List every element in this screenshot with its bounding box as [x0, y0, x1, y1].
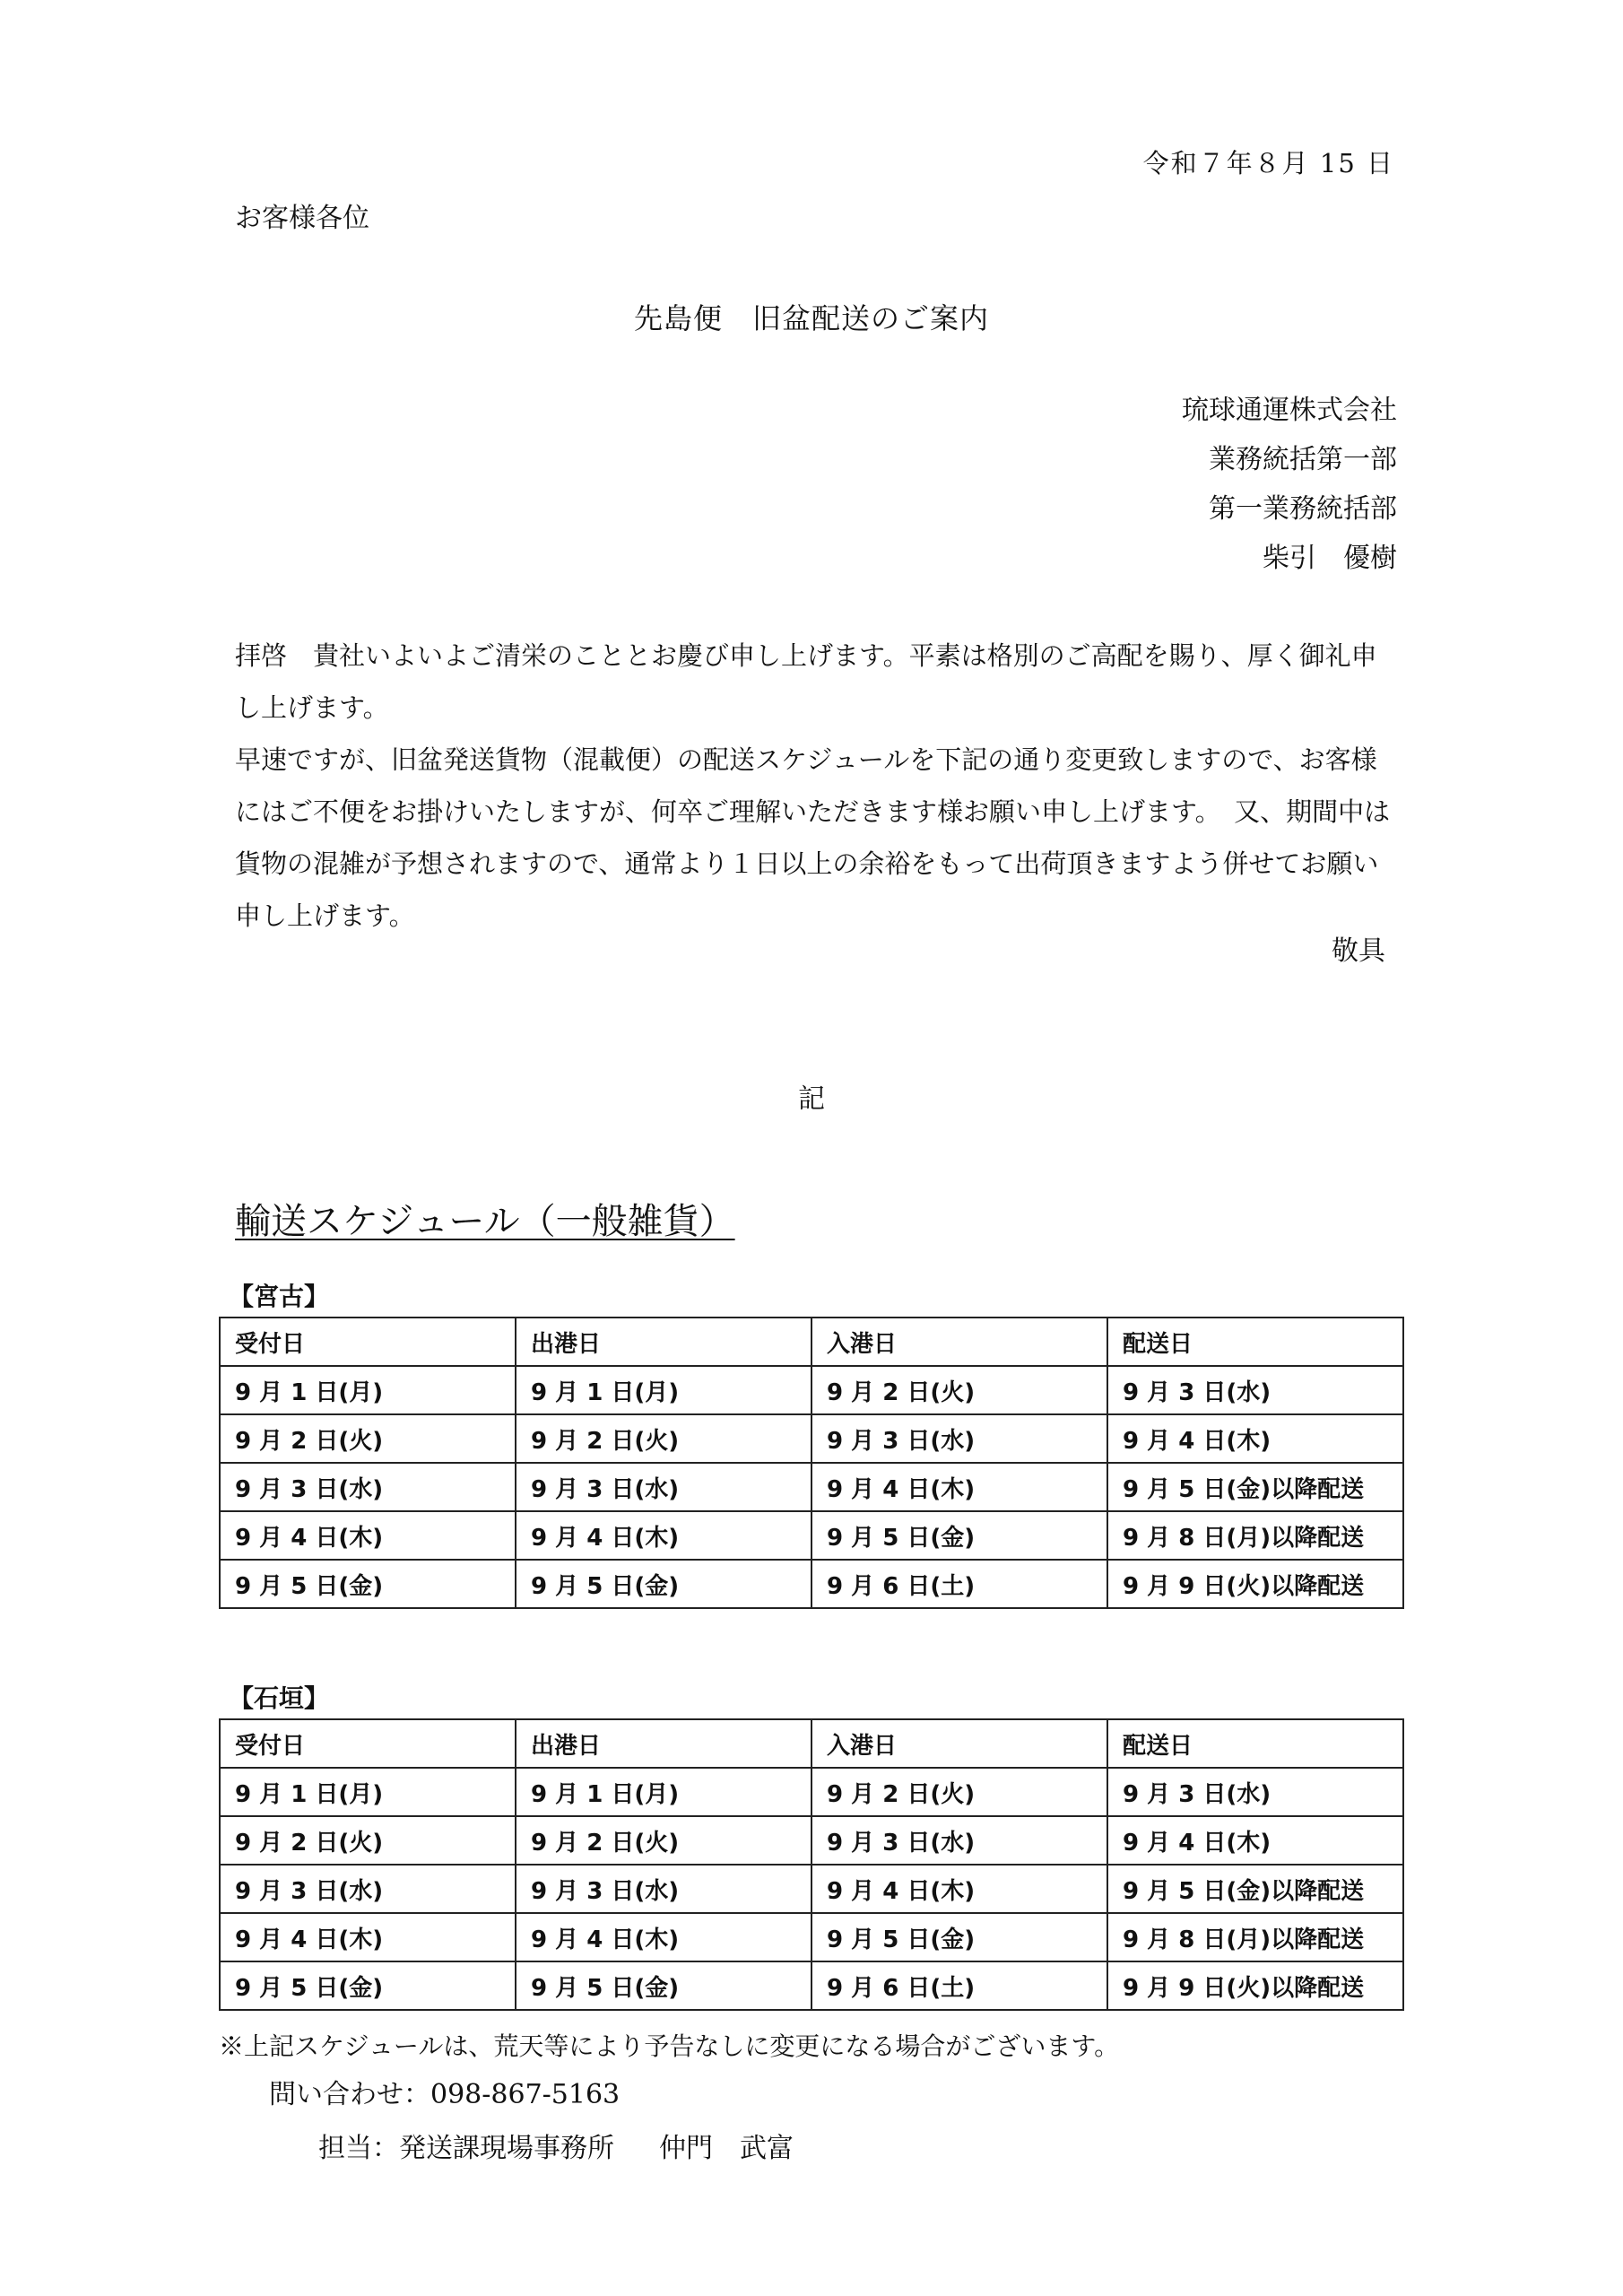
table-cell: 9 月 4 日(木) — [220, 1913, 516, 1961]
table-cell: 9 月 5 日(金)以降配送 — [1107, 1865, 1403, 1913]
table-row — [220, 1366, 1403, 1414]
header-cell: 受付日 — [220, 1719, 516, 1768]
body-paragraph-1: 拝啓 貴社いよいよご清栄のこととお慶び申し上げます。平素は格別のご高配を賜り、厚く御礼申し上げます。 — [235, 640, 1377, 723]
person-label: 担当：発送課現場事務所 — [318, 2133, 614, 2164]
table-cell: 9 月 3 日(水) — [812, 1816, 1107, 1865]
closing: 敬具 — [1332, 935, 1385, 967]
document-title: 先島便 旧盆配送のご案内 — [633, 301, 989, 335]
table-cell: 9 月 5 日(金) — [220, 1961, 516, 2010]
table-cell: 9 月 5 日(金) — [516, 1560, 812, 1608]
letter-date: 令和７年８月 15 日 — [1142, 148, 1394, 178]
table-cell: 9 月 4 日(木) — [516, 1913, 812, 1961]
person-name: 仲門 武富 — [659, 2133, 794, 2164]
table-cell: 9 月 3 日(水) — [220, 1463, 516, 1511]
table-row — [220, 1816, 1403, 1865]
header-cell: 受付日 — [220, 1318, 516, 1366]
table-cell: 9 月 3 日(水) — [1107, 1366, 1403, 1414]
schedule-table-miyako — [219, 1317, 1404, 1609]
table-cell: 9 月 6 日(土) — [812, 1560, 1107, 1608]
table-cell: 9 月 4 日(木) — [516, 1511, 812, 1560]
sender-block — [1182, 386, 1397, 583]
header-cell: 出港日 — [516, 1318, 812, 1366]
letter-body — [235, 630, 1392, 942]
sender-company: 琉球通運株式会社 — [1182, 395, 1397, 426]
sender-department: 第一業務統括部 — [1209, 493, 1397, 525]
table-row — [220, 1414, 1403, 1463]
table-cell: 9 月 4 日(木) — [220, 1511, 516, 1560]
table-cell: 9 月 4 日(木) — [812, 1463, 1107, 1511]
table-header-row — [220, 1719, 1403, 1768]
table-cell: 9 月 5 日(金) — [812, 1913, 1107, 1961]
header-cell: 出港日 — [516, 1719, 812, 1768]
table-cell: 9 月 1 日(月) — [220, 1768, 516, 1816]
table-cell: 9 月 4 日(木) — [812, 1865, 1107, 1913]
table-cell: 9 月 2 日(火) — [516, 1414, 812, 1463]
table-cell: 9 月 5 日(金) — [516, 1961, 812, 2010]
table-cell: 9 月 6 日(土) — [812, 1961, 1107, 2010]
table-cell: 9 月 5 日(金) — [812, 1511, 1107, 1560]
table-cell: 9 月 8 日(月)以降配送 — [1107, 1913, 1403, 1961]
table-cell: 9 月 3 日(水) — [220, 1865, 516, 1913]
contact-phone: 098-867-5163 — [430, 2079, 621, 2110]
body-paragraph-2: 早速ですが、旧盆発送貨物（混載便）の配送スケジュールを下記の通り変更致しますので、お客様にはご不便をお掛けいたしますが、何卒ご理解いただきます様お願い申し上げます。 又、期間中は貨物の混雑が予想されますので、通常より１日以上の余裕をもって出荷頂きますよう併せてお願い申し上げます。 — [235, 744, 1391, 931]
addressee: お客様各位 — [235, 203, 369, 234]
table-cell: 9 月 1 日(月) — [516, 1366, 812, 1414]
table-cell: 9 月 2 日(火) — [812, 1366, 1107, 1414]
table-cell: 9 月 3 日(水) — [516, 1463, 812, 1511]
table-cell: 9 月 1 日(月) — [516, 1768, 812, 1816]
table-cell: 9 月 9 日(火)以降配送 — [1107, 1560, 1403, 1608]
table-cell: 9 月 5 日(金) — [220, 1560, 516, 1608]
table-cell: 9 月 2 日(火) — [516, 1816, 812, 1865]
table-row — [220, 1511, 1403, 1560]
header-cell: 入港日 — [812, 1318, 1107, 1366]
table-cell: 9 月 2 日(火) — [220, 1414, 516, 1463]
table-cell: 9 月 3 日(水) — [1107, 1768, 1403, 1816]
table-cell: 9 月 2 日(火) — [812, 1768, 1107, 1816]
ki-heading: 記 — [798, 1083, 825, 1115]
table-row — [220, 1961, 1403, 2010]
sender-division: 業務統括第一部 — [1209, 444, 1397, 475]
table-cell: 9 月 3 日(水) — [516, 1865, 812, 1913]
table-row — [220, 1463, 1403, 1511]
table-row — [220, 1560, 1403, 1608]
table-cell: 9 月 4 日(木) — [1107, 1816, 1403, 1865]
person-line — [318, 2126, 794, 2165]
header-cell: 入港日 — [812, 1719, 1107, 1768]
sender-name: 柴引 優樹 — [1263, 543, 1397, 574]
table-row — [220, 1865, 1403, 1913]
schedule-note: ※上記スケジュールは、荒天等により予告なしに変更になる場合がございます。 — [219, 2031, 1120, 2061]
table-cell: 9 月 1 日(月) — [220, 1366, 516, 1414]
contact-line — [269, 2072, 620, 2111]
table-cell: 9 月 3 日(水) — [812, 1414, 1107, 1463]
schedule-title: 輸送スケジュール（一般雑貨） — [235, 1201, 735, 1242]
table-cell: 9 月 5 日(金)以降配送 — [1107, 1463, 1403, 1511]
header-cell: 配送日 — [1107, 1719, 1403, 1768]
contact-label: 問い合わせ： — [269, 2079, 430, 2110]
table-header-row — [220, 1318, 1403, 1366]
table-cell: 9 月 2 日(火) — [220, 1816, 516, 1865]
table-cell: 9 月 4 日(木) — [1107, 1414, 1403, 1463]
table-row — [220, 1768, 1403, 1816]
header-cell: 配送日 — [1107, 1318, 1403, 1366]
table-cell: 9 月 8 日(月)以降配送 — [1107, 1511, 1403, 1560]
schedule-table-ishigaki — [219, 1718, 1404, 2011]
region-label-ishigaki: 【石垣】 — [229, 1683, 330, 1713]
table-cell: 9 月 9 日(火)以降配送 — [1107, 1961, 1403, 2010]
region-label-miyako: 【宮古】 — [229, 1282, 330, 1311]
table-row — [220, 1913, 1403, 1961]
